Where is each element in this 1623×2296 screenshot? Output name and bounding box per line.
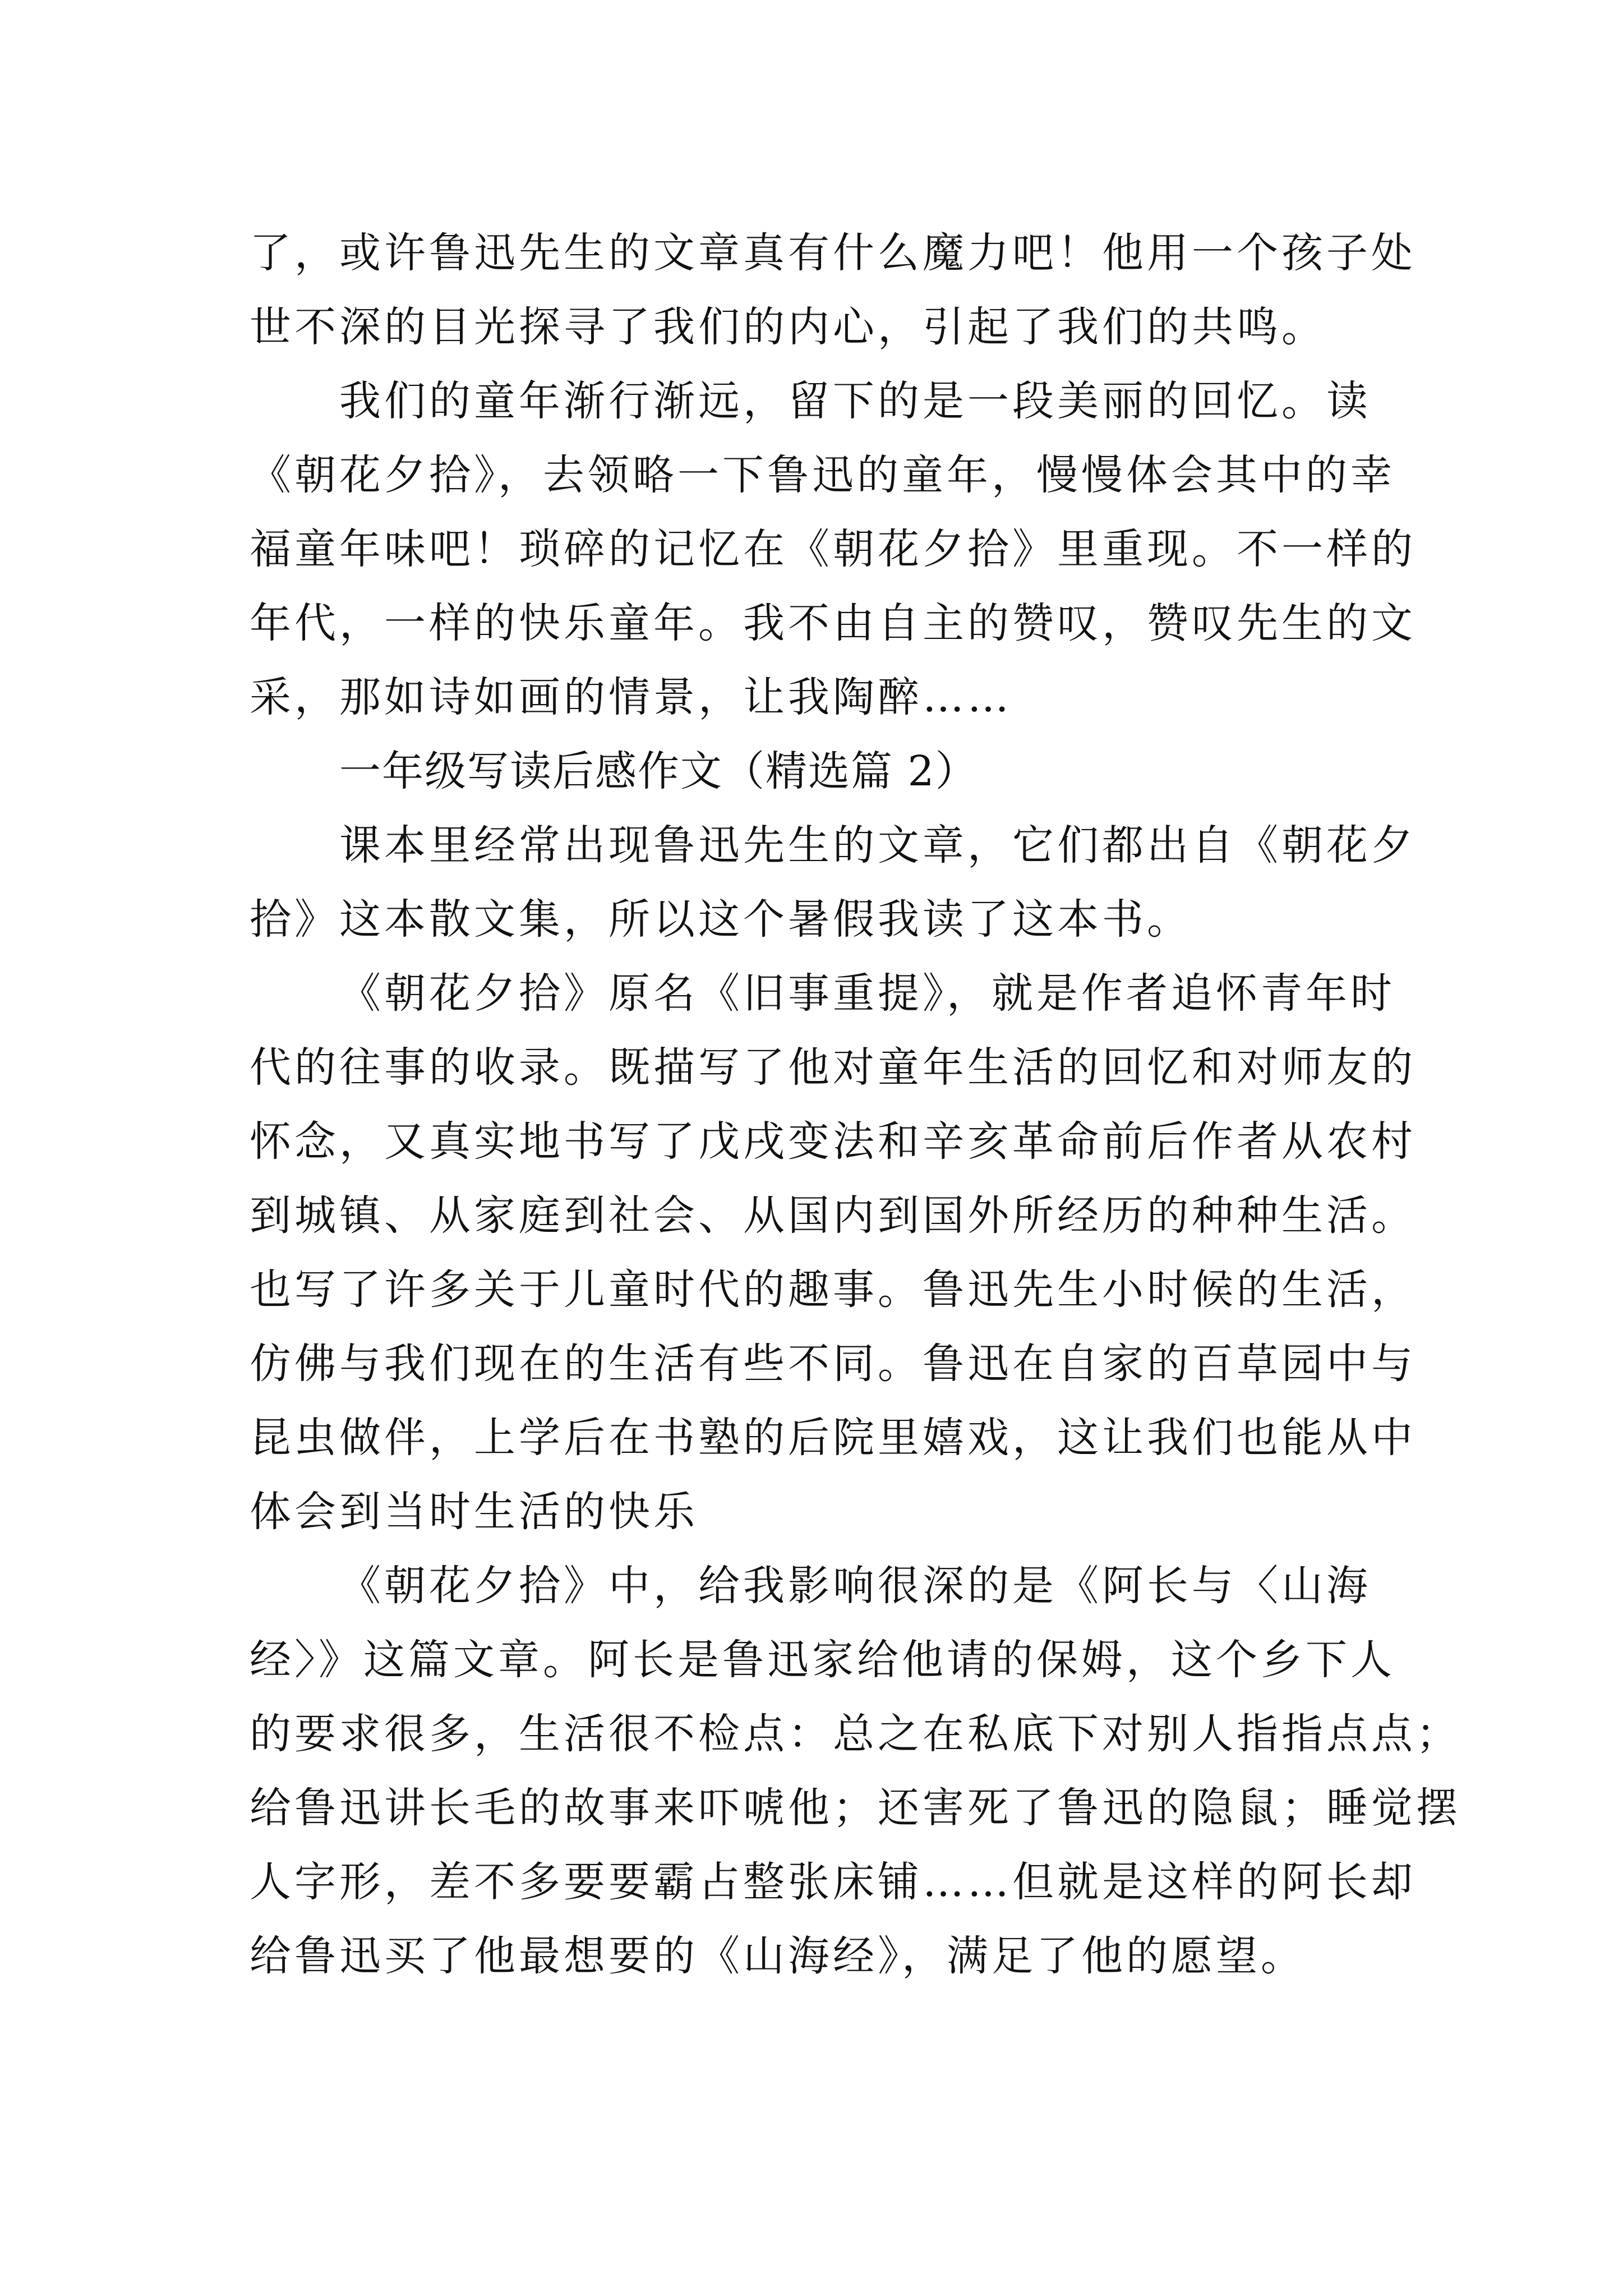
- text-line: 怀念，又真实地书写了戊戌变法和辛亥革命前后作者从农村: [250, 1117, 1416, 1166]
- text-line: 给鲁迅买了他最想要的《山海经》，满足了他的愿望。: [250, 1932, 1306, 1980]
- text-line: 人字形，差不多要要霸占整张床铺……但就是这样的阿长却: [250, 1858, 1416, 1906]
- text-line: 给鲁迅讲长毛的故事来吓唬他；还害死了鲁迅的隐鼠；睡觉摆: [250, 1784, 1461, 1832]
- text-line: 课本里经常出现鲁迅先生的文章，它们都出自《朝花夕: [339, 821, 1416, 869]
- text-line: 经〉》这篇文章。阿长是鲁迅家给他请的保姆，这个乡下人: [250, 1636, 1395, 1684]
- text-line: 到城镇、从家庭到社会、从国内到国外所经历的种种生活。: [250, 1191, 1416, 1240]
- text-line: 《朝花夕拾》，去领略一下鲁迅的童年，慢慢体会其中的幸: [250, 451, 1395, 499]
- text-line: 世不深的目光探寻了我们的内心，引起了我们的共鸣。: [250, 303, 1326, 351]
- text-line: 采，那如诗如画的情景，让我陶醉……: [250, 673, 1012, 721]
- text-line: 了，或许鲁迅先生的文章真有什么魔力吧！他用一个孩子处: [250, 229, 1416, 277]
- text-line: 代的往事的收录。既描写了他对童年生活的回忆和对师友的: [250, 1043, 1416, 1092]
- text-line: 体会到当时生活的快乐: [250, 1488, 698, 1536]
- text-line: 昆虫做伴，上学后在书塾的后院里嬉戏，这让我们也能从中: [250, 1414, 1416, 1462]
- text-line: 《朝花夕拾》中，给我影响很深的是《阿长与〈山海: [339, 1562, 1371, 1610]
- section-heading: 一年级写读后感作文（精选篇 2）: [339, 747, 978, 795]
- text-line: 的要求很多，生活很不检点：总之在私底下对别人指指点点；: [250, 1710, 1461, 1758]
- body-text: [250, 216, 1461, 1993]
- text-line: 福童年味吧！琐碎的记忆在《朝花夕拾》里重现。不一样的: [250, 525, 1416, 573]
- text-line: 年代，一样的快乐童年。我不由自主的赞叹，赞叹先生的文: [250, 599, 1416, 647]
- text-line: 拾》这本散文集，所以这个暑假我读了这本书。: [250, 895, 1192, 944]
- text-line: 《朝花夕拾》原名《旧事重提》，就是作者追怀青年时: [339, 969, 1395, 1018]
- text-line: 也写了许多关于儿童时代的趣事。鲁迅先生小时候的生活，: [250, 1266, 1416, 1314]
- text-line: 仿佛与我们现在的生活有些不同。鲁迅在自家的百草园中与: [250, 1340, 1416, 1388]
- text-line: 我们的童年渐行渐远，留下的是一段美丽的回忆。读: [339, 377, 1371, 425]
